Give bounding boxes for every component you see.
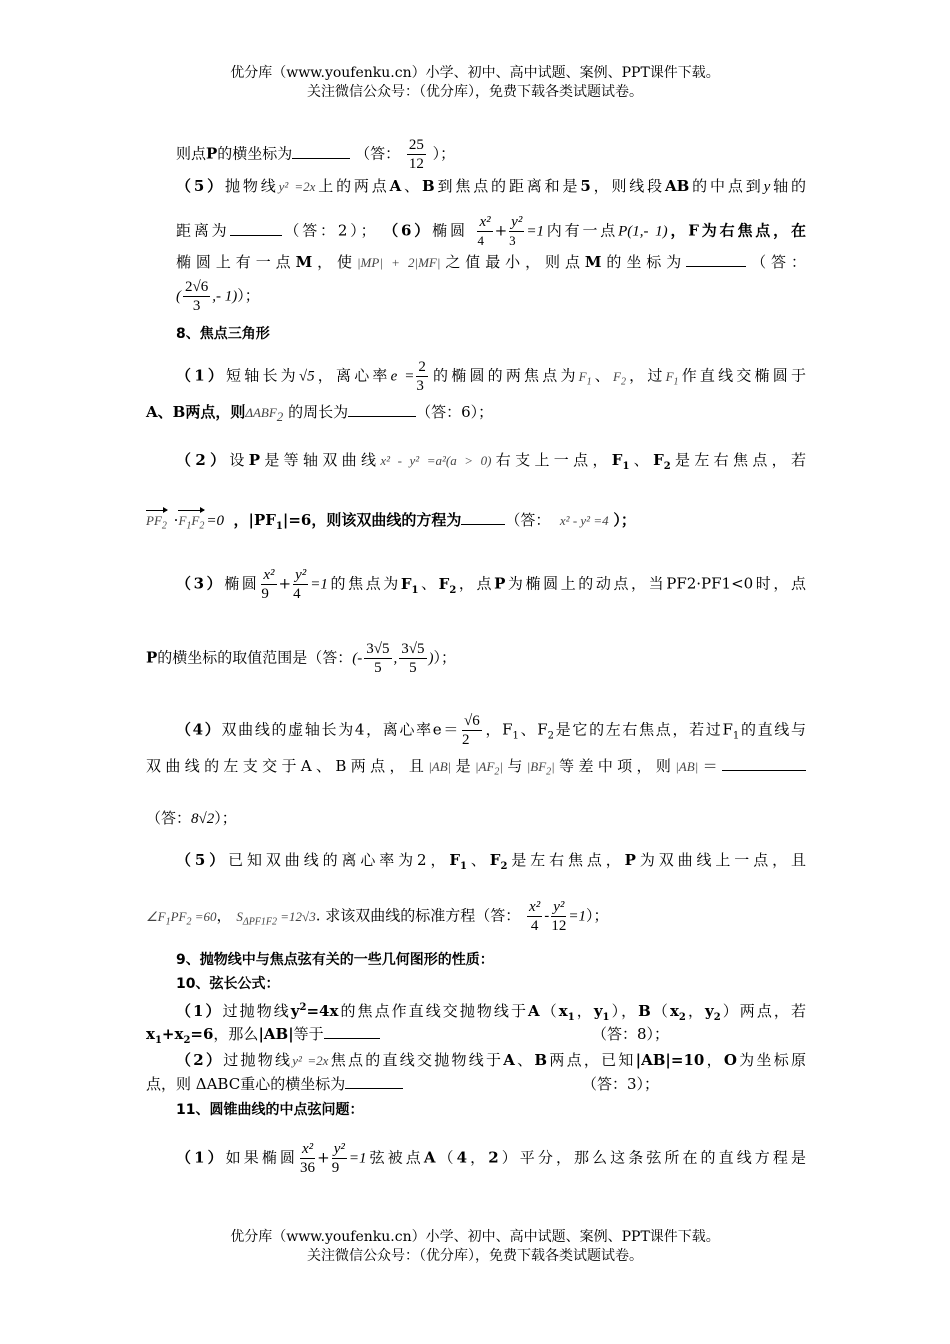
page-header — [0, 64, 950, 102]
footer-line-1: 优分库（www.youfenku.cn）小学、初中、高中试题、案例、PPT课件下载。 — [230, 1229, 720, 1245]
page-footer — [0, 1228, 950, 1266]
footer-line-2: 关注微信公众号：（优分库），免费下载各类试题试卷。 — [307, 1248, 643, 1264]
s8-q1-line2: A、B两点，则$\Delta ABF_2$ 的周长为 （答：6）； — [146, 403, 494, 424]
s11-q1-line1: （1）如果椭圆 $\frac{\text{x²}}{36}$ + $\frac{\text{y²}}{9}$ =1弦被点A（4，2）平分，那么这条弦所在的直线方程是 — [176, 1141, 806, 1176]
section-8-title: 8、焦点三角形 — [176, 326, 270, 342]
p1-answer-fraction: $\frac{25}{12}$ — [408, 137, 424, 172]
s8-q3-line2: P的横坐标的取值范围是（答：(- $\frac{3√5}{5}$ , $\frac{3√5}{5}$ )）； — [146, 641, 457, 676]
p1-text-a: 则点 — [176, 144, 207, 163]
s10-q2-answer: （答：3）； — [582, 1075, 660, 1093]
s8-q1-line1: （1）短轴长为√5，离心率e = $\frac{2}{3}$ 的椭圆的两焦点为$F_1$、$F_2$，过$F_1$作直线交椭圆于 — [176, 359, 806, 394]
s10-q2-line1: （2）过抛物线y² =2x焦点的直线交抛物线于A、B两点，已知|AB|=10，O为坐标原 — [176, 1051, 806, 1069]
s8-q2-line2: $PF_2 \cdot F_1F_2 =0$ ，$|PF_1|=6$，则该双曲线的方程为 （答： x² - y² =4 ）； — [146, 510, 636, 537]
s8-q4-line1: （4）双曲线的虚轴长为4，离心率e＝ $\frac{√6}{2}$ ，$F_1$、$F_2$是它的左右焦点，若过$F_1$的直线与 — [176, 713, 806, 748]
p1-line: 则点P的横坐标为 （答： $\frac{25}{12}$ ）； — [176, 137, 456, 172]
s10-q1-answer: （答：8）； — [592, 1025, 670, 1043]
s8-q5-line1: （5）已知双曲线的离心率为2，$F_1$、$F_2$是左右焦点，P为双曲线上一点，且 — [176, 851, 806, 872]
s8-q4-line3: （答：8√2）； — [146, 809, 237, 827]
p1-text-b: 的横坐标为 — [217, 144, 293, 163]
p5-line1: （5）抛物线y² =2x上的两点A、B到焦点的距离和是5，则线段AB的中点到y轴的 — [176, 177, 806, 195]
blank — [292, 158, 350, 159]
p5-line2: 距离为 （答：2）； （6）椭圆 $\frac{\text{x²}}{4}$ + $\frac{\text{y²}}{3}$ =1内有一点P(1,- 1)，F为右焦点，在 — [176, 214, 806, 248]
header-line-1: 优分库（www.youfenku.cn）小学、初中、高中试题、案例、PPT课件下载。 — [230, 65, 720, 81]
section-10-title: 10、弦长公式： — [176, 976, 280, 992]
section-9-title: 9、抛物线中与焦点弦有关的一些几何图形的性质： — [176, 952, 494, 968]
s8-q3-line1: （3）椭圆 $\frac{\text{x²}}{9}$ + $\frac{\text{y²}}{4}$ =1的焦点为$F_1$、$F_2$，点P为椭圆上的动点，当PF2·PF1<0时，点 — [176, 567, 806, 602]
p5-line3: 椭圆上有一点M，使|MP| + 2|MF|之值最小，则点M的坐标为 （答： — [176, 253, 806, 271]
p1-answer-open: （答： — [355, 144, 401, 163]
header-line-2: 关注微信公众号：（优分库），免费下载各类试题试卷。 — [307, 84, 643, 100]
s10-q2-line2: 点，则 ΔABC重心的横坐标为 （答：3）； — [146, 1075, 660, 1093]
s8-q4-line2: 双曲线的左支交于A、B两点，且|AB|是$|AF_2|$与$|BF_2|$等差中项，则|AB|＝ — [146, 756, 806, 783]
s8-q5-line2: $\angle F_1PF_2 =60$， $S_{\Delta PF1F2} =12√3$. 求该双曲线的标准方程（答： $\frac{\text{x²}}{4}$ - $\frac{\text{y²}}{12}$ =1）； — [146, 899, 609, 934]
section-11-title: 11、圆锥曲线的中点弦问题： — [176, 1102, 364, 1118]
p5-line4: ( $\frac{2√6}{3}$ ,- 1)）； — [176, 279, 260, 314]
s8-q2-line1: （2）设P是等轴双曲线x² - y² =a²(a > 0)右支上一点，$F_1$、$F_2$是左右焦点，若 — [176, 451, 806, 472]
p1-answer-close: ）； — [432, 144, 456, 163]
s10-q1-line2: $x_1+x_2=6$，那么|AB|等于 （答：8）； — [146, 1025, 670, 1046]
s10-q1-line1: （1）过抛物线$y^2=4x$的焦点作直线交抛物线于$A(x_1$，$y_1$），$B(x_2$，$y_2$）两点，若 — [176, 1002, 806, 1023]
